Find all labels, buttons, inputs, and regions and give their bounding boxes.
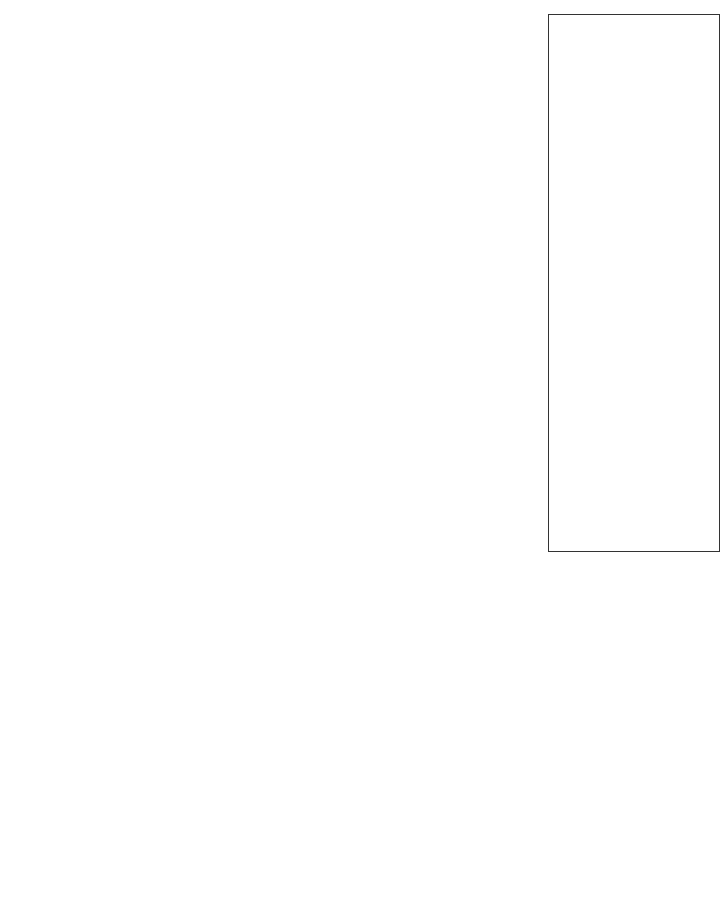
instruction-panel bbox=[548, 14, 720, 552]
